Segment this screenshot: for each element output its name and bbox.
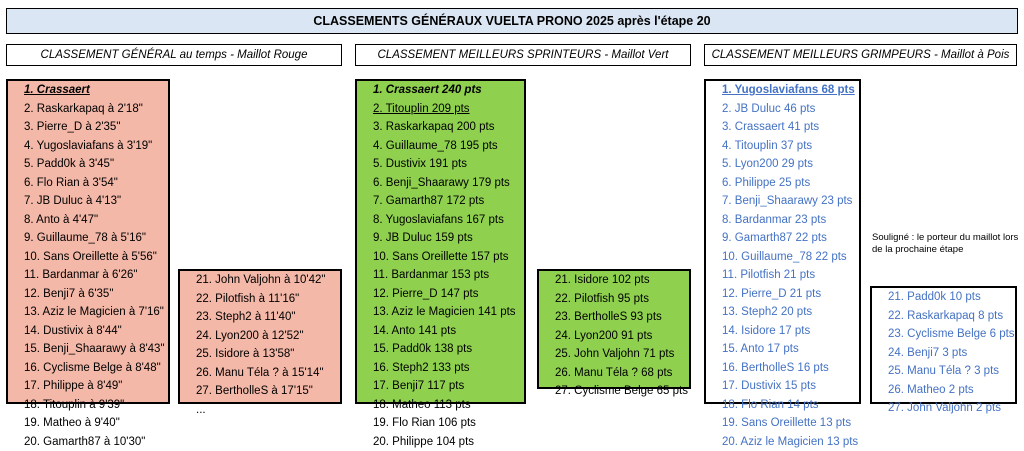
general-ranking-entry: 22. Pilotfish à 11'16" <box>180 290 340 309</box>
sprint-list-main <box>355 79 526 404</box>
sprint-ranking-entry: 5. Dustivix 191 pts <box>357 155 524 174</box>
general-ranking-entry: 7. JB Duluc à 4'13" <box>8 192 168 211</box>
general-col1 <box>8 81 168 451</box>
climb-list-rest <box>870 286 1017 404</box>
climb-ranking-entry: 25. Manu Téla ? 3 pts <box>872 362 1015 381</box>
sprint-ranking-entry: 13. Aziz le Magicien 141 pts <box>357 303 524 322</box>
general-ranking-entry: 25. Isidore à 13'58" <box>180 345 340 364</box>
general-ranking-entry: 24. Lyon200 à 12'52" <box>180 327 340 346</box>
sprint-ranking-entry: 23. BertholleS 93 pts <box>539 308 689 327</box>
general-ranking-entry: 3. Pierre_D à 2'35" <box>8 118 168 137</box>
sprint-ranking-entry: 7. Gamarth87 172 pts <box>357 192 524 211</box>
general-ranking-entry: 18. Titouplin à 9'39" <box>8 396 168 415</box>
sprint-ranking-entry: 26. Manu Téla ? 68 pts <box>539 364 689 383</box>
climb-ranking-entry: 10. Guillaume_78 22 pts <box>706 248 859 267</box>
climb-ranking-entry: 18. Flo Rian 14 pts <box>706 396 859 415</box>
general-col2 <box>180 271 340 419</box>
sprint-ranking-entry: 6. Benji_Shaarawy 179 pts <box>357 174 524 193</box>
sprint-ranking-entry: 3. Raskarkapaq 200 pts <box>357 118 524 137</box>
climb-ranking-entry: 3. Crassaert 41 pts <box>706 118 859 137</box>
sprint-header: CLASSEMENT MEILLEURS SPRINTEURS - Maillot Vert <box>355 44 691 66</box>
climb-ranking-entry: 16. BertholleS 16 pts <box>706 359 859 378</box>
climb-col1 <box>706 81 859 451</box>
general-ranking-entry: 4. Yugoslaviafans à 3'19" <box>8 137 168 156</box>
climb-ranking-entry: 7. Benji_Shaarawy 23 pts <box>706 192 859 211</box>
general-header: CLASSEMENT GÉNÉRAL au temps - Maillot Rouge <box>6 44 342 66</box>
sprint-ranking-entry: 1. Crassaert 240 pts <box>357 81 524 100</box>
underline-legend-note: Souligné : le porteur du maillot lors de la prochaine étape <box>872 232 1022 256</box>
general-ranking-entry: 8. Anto à 4'47" <box>8 211 168 230</box>
climb-ranking-entry: 19. Sans Oreillette 13 pts <box>706 414 859 433</box>
general-ranking-entry: 6. Flo Rian à 3'54" <box>8 174 168 193</box>
climb-list-main <box>704 79 861 404</box>
climb-ranking-entry: 2. JB Duluc 46 pts <box>706 100 859 119</box>
climb-header: CLASSEMENT MEILLEURS GRIMPEURS - Maillot à Pois <box>704 44 1017 66</box>
general-ranking-entry: 11. Bardanmar à 6'26" <box>8 266 168 285</box>
sprint-ranking-entry: 10. Sans Oreillette 157 pts <box>357 248 524 267</box>
sprint-col1 <box>357 81 524 451</box>
general-ranking-entry: 10. Sans Oreillette à 5'56" <box>8 248 168 267</box>
general-ranking-entry: 21. John Valjohn à 10'42" <box>180 271 340 290</box>
climb-ranking-entry: 12. Pierre_D 21 pts <box>706 285 859 304</box>
sprint-ranking-entry: 12. Pierre_D 147 pts <box>357 285 524 304</box>
general-ranking-entry: 26. Manu Téla ? à 15'14" <box>180 364 340 383</box>
general-list-main <box>6 79 170 404</box>
general-ranking-entry: 13. Aziz le Magicien à 7'16" <box>8 303 168 322</box>
sprint-col2 <box>539 271 689 401</box>
climb-ranking-entry: 1. Yugoslaviafans 68 pts <box>706 81 859 100</box>
general-ranking-entry: ... <box>180 401 340 420</box>
sprint-ranking-entry: 27. Cyclisme Belge 65 pts <box>539 382 689 401</box>
general-ranking-entry: 23. Steph2 à 11'40" <box>180 308 340 327</box>
climb-ranking-entry: 22. Raskarkapaq 8 pts <box>872 307 1015 326</box>
sprint-ranking-entry: 21. Isidore 102 pts <box>539 271 689 290</box>
climb-ranking-entry: 6. Philippe 25 pts <box>706 174 859 193</box>
general-ranking-entry: 27. BertholleS à 17'15" <box>180 382 340 401</box>
general-ranking-entry: 16. Cyclisme Belge à 8'48" <box>8 359 168 378</box>
climb-ranking-entry: 8. Bardanmar 23 pts <box>706 211 859 230</box>
sprint-ranking-entry: 20. Philippe 104 pts <box>357 433 524 451</box>
climb-ranking-entry: 23. Cyclisme Belge 6 pts <box>872 325 1015 344</box>
general-list-rest <box>178 269 342 404</box>
sprint-ranking-entry: 2. Titouplin 209 pts <box>357 100 524 119</box>
general-ranking-entry: 17. Philippe à 8'49" <box>8 377 168 396</box>
climb-ranking-entry: 15. Anto 17 pts <box>706 340 859 359</box>
sprint-ranking-entry: 24. Lyon200 91 pts <box>539 327 689 346</box>
climb-col2 <box>872 288 1015 418</box>
sprint-ranking-entry: 9. JB Duluc 159 pts <box>357 229 524 248</box>
general-ranking-entry: 19. Matheo à 9'40" <box>8 414 168 433</box>
sprint-ranking-entry: 18. Matheo 113 pts <box>357 396 524 415</box>
sprint-ranking-entry: 22. Pilotfish 95 pts <box>539 290 689 309</box>
sprint-list-rest <box>537 269 691 389</box>
climb-ranking-entry: 20. Aziz le Magicien 13 pts <box>706 433 859 451</box>
sprint-ranking-entry: 11. Bardanmar 153 pts <box>357 266 524 285</box>
general-ranking-entry: 2. Raskarkapaq à 2'18" <box>8 100 168 119</box>
general-ranking-entry: 14. Dustivix à 8'44" <box>8 322 168 341</box>
climb-ranking-entry: 26. Matheo 2 pts <box>872 381 1015 400</box>
climb-ranking-entry: 17. Dustivix 15 pts <box>706 377 859 396</box>
sprint-ranking-entry: 19. Flo Rian 106 pts <box>357 414 524 433</box>
climb-ranking-entry: 11. Pilotfish 21 pts <box>706 266 859 285</box>
sprint-ranking-entry: 4. Guillaume_78 195 pts <box>357 137 524 156</box>
general-ranking-entry: 15. Benji_Shaarawy à 8'43" <box>8 340 168 359</box>
sprint-ranking-entry: 16. Steph2 133 pts <box>357 359 524 378</box>
climb-ranking-entry: 5. Lyon200 29 pts <box>706 155 859 174</box>
general-ranking-entry: 1. Crassaert <box>8 81 168 100</box>
general-ranking-entry: 20. Gamarth87 à 10'30" <box>8 433 168 451</box>
general-ranking-entry: 9. Guillaume_78 à 5'16" <box>8 229 168 248</box>
sprint-ranking-entry: 14. Anto 141 pts <box>357 322 524 341</box>
climb-ranking-entry: 27. John Valjohn 2 pts <box>872 399 1015 418</box>
climb-ranking-entry: 13. Steph2 20 pts <box>706 303 859 322</box>
general-ranking-entry: 5. Padd0k à 3'45" <box>8 155 168 174</box>
climb-ranking-entry: 24. Benji7 3 pts <box>872 344 1015 363</box>
climb-ranking-entry: 9. Gamarth87 22 pts <box>706 229 859 248</box>
sprint-ranking-entry: 15. Padd0k 138 pts <box>357 340 524 359</box>
sprint-ranking-entry: 17. Benji7 117 pts <box>357 377 524 396</box>
climb-ranking-entry: 4. Titouplin 37 pts <box>706 137 859 156</box>
climb-ranking-entry: 21. Padd0k 10 pts <box>872 288 1015 307</box>
general-ranking-entry: 12. Benji7 à 6'35" <box>8 285 168 304</box>
sprint-ranking-entry: 25. John Valjohn 71 pts <box>539 345 689 364</box>
page-title: CLASSEMENTS GÉNÉRAUX VUELTA PRONO 2025 après l'étape 20 <box>6 8 1018 34</box>
climb-ranking-entry: 14. Isidore 17 pts <box>706 322 859 341</box>
sprint-ranking-entry: 8. Yugoslaviafans 167 pts <box>357 211 524 230</box>
